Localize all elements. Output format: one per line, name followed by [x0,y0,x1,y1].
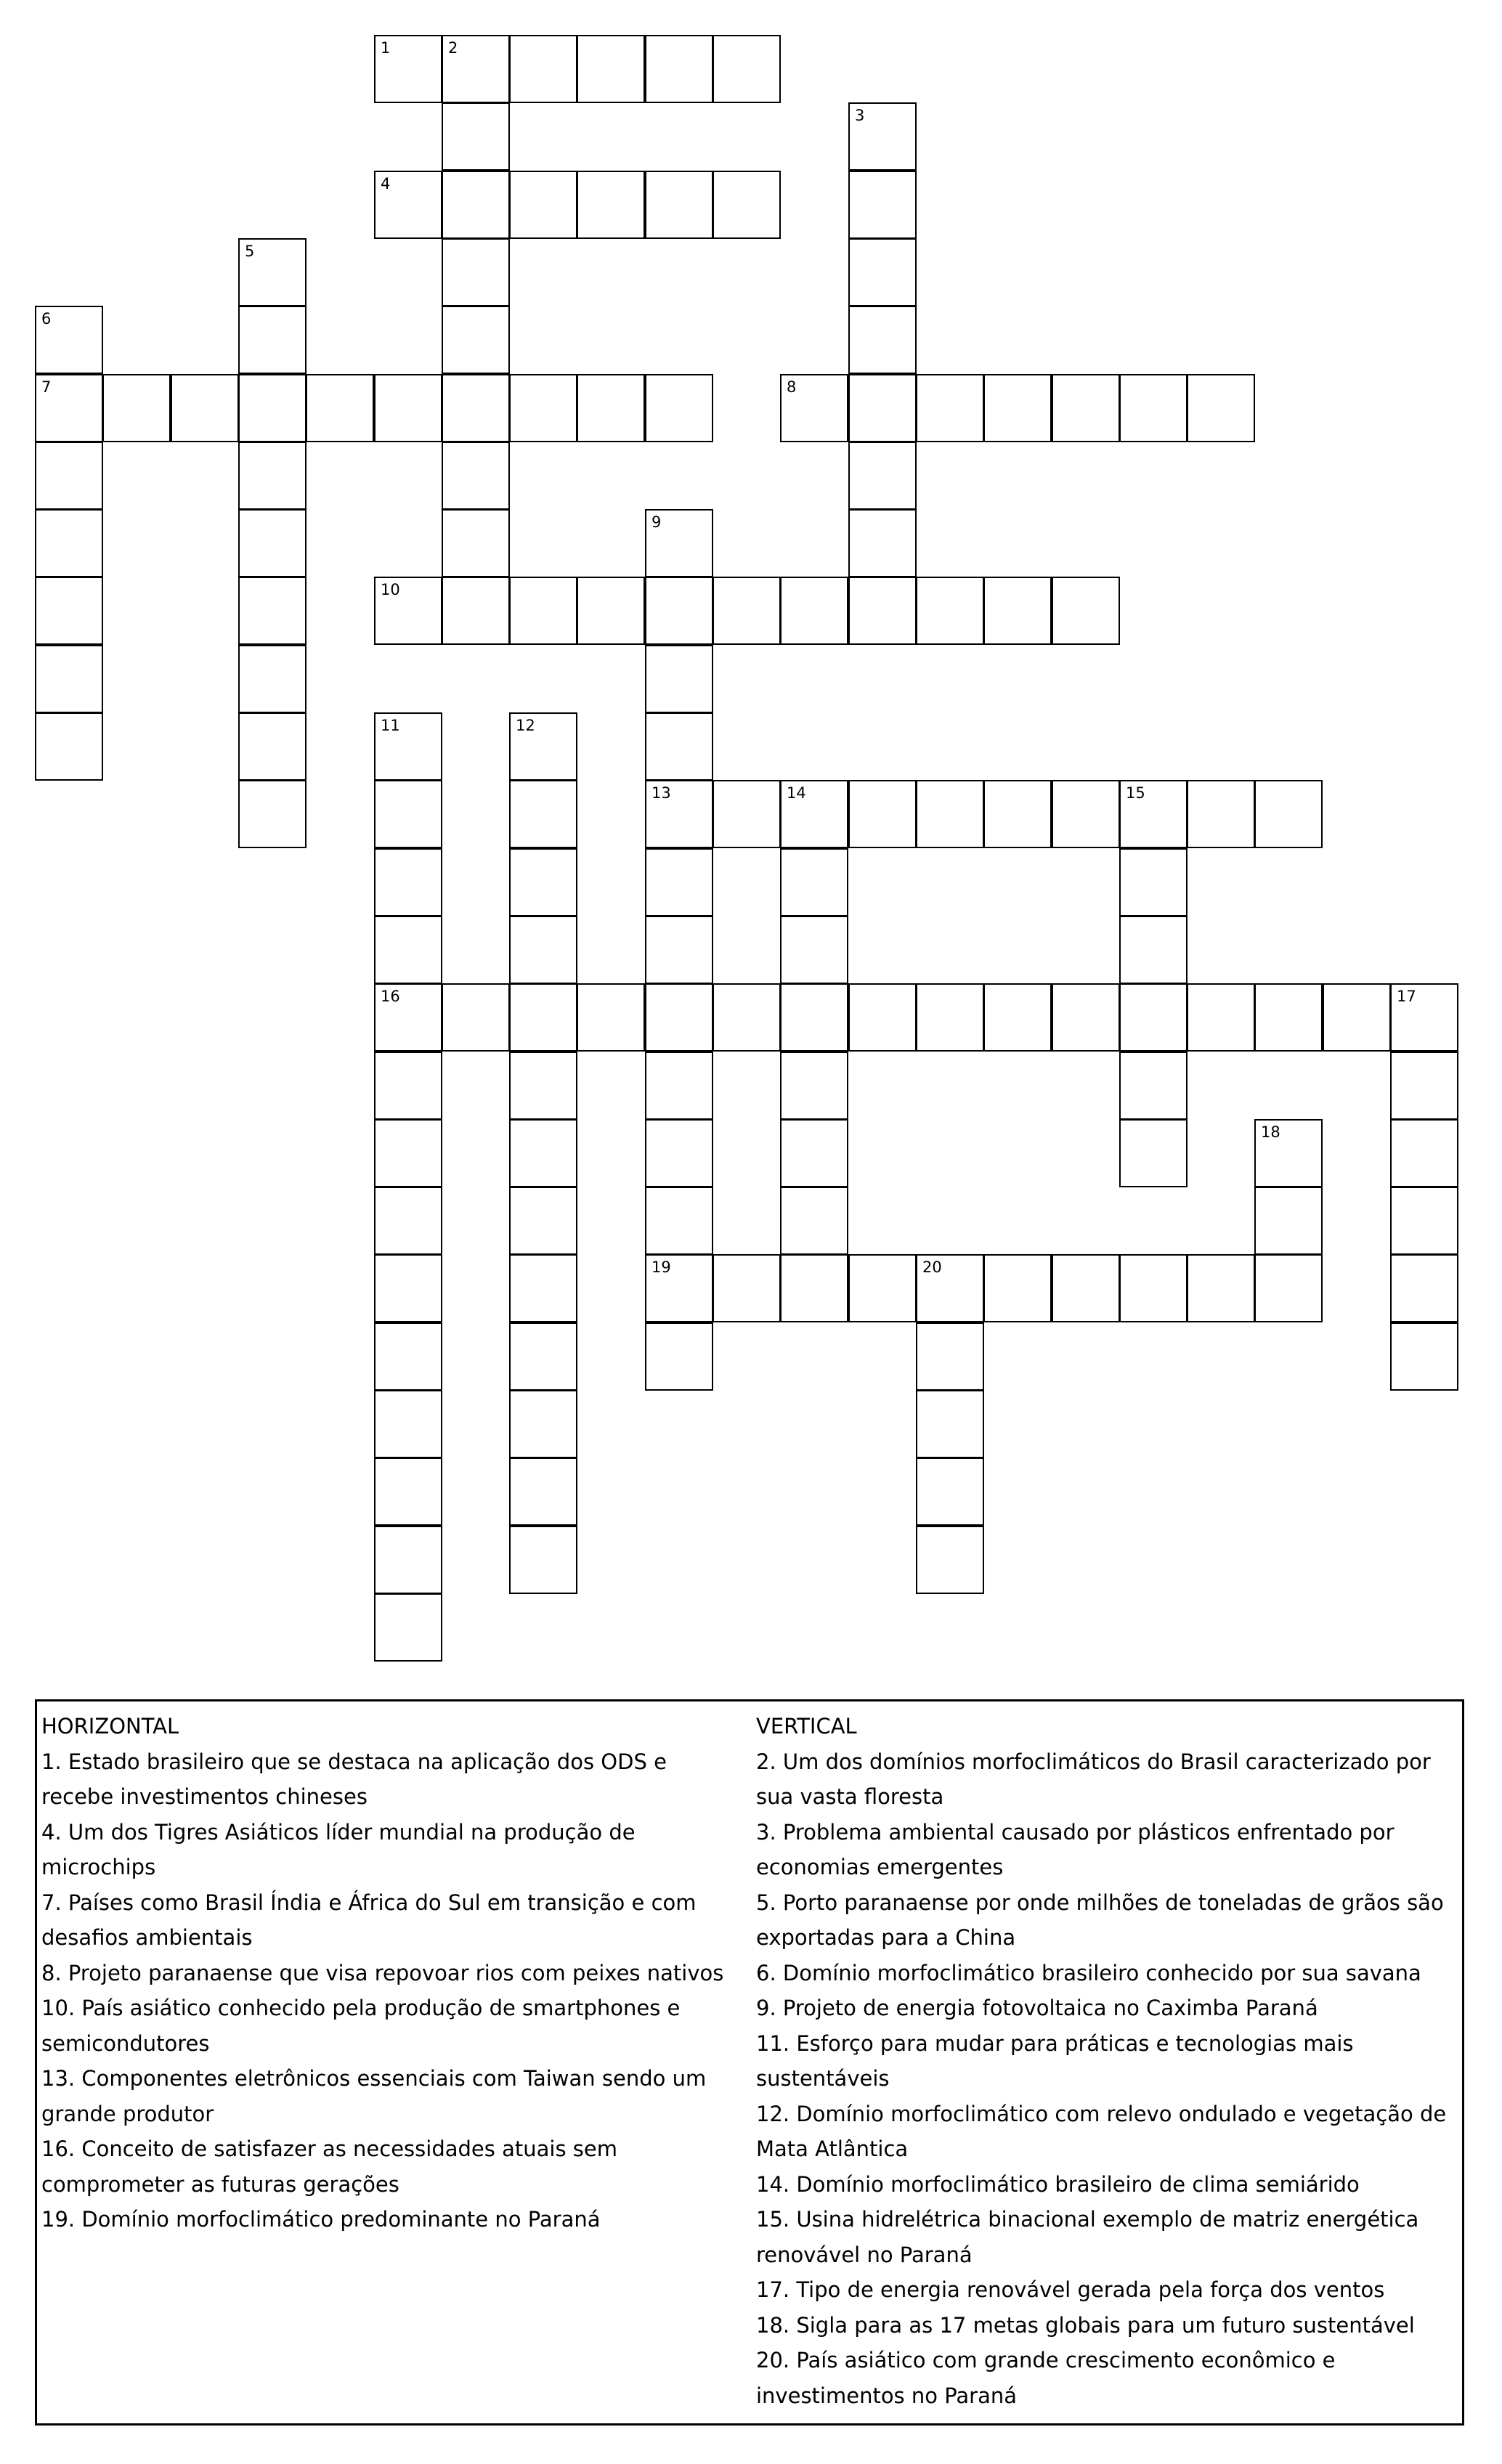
grid-cell[interactable] [442,577,510,645]
grid-cell[interactable] [780,983,848,1052]
grid-cell[interactable] [509,1457,577,1526]
grid-cell[interactable] [1052,983,1120,1052]
down-heading: VERTICAL [756,1714,857,1739]
across-clue-7: 7. Países como Brasil Índia e África do Sul em transição e com desafios ambientais [41,1890,697,1950]
grid-cell[interactable] [848,102,917,171]
grid-cell[interactable] [1187,374,1255,442]
grid-cell[interactable] [374,577,442,645]
clue-number: 9 [651,513,662,531]
grid-cell[interactable] [1187,983,1255,1052]
grid-cell[interactable] [848,983,917,1052]
clue-number: 19 [651,1259,671,1276]
down-clue-12: 12. Domínio morfoclimático com relevo ondulado e vegetação de Mata Atlântica [756,2101,1447,2161]
grid-cell[interactable] [102,374,171,442]
grid-cell[interactable] [509,171,577,239]
grid-cell[interactable] [1119,1052,1188,1120]
grid-cell[interactable] [645,35,713,103]
grid-cell[interactable] [848,238,917,306]
grid-cell[interactable] [1052,780,1120,848]
grid-cell[interactable] [916,1457,984,1526]
down-clue-9: 9. Projeto de energia fotovoltaica no Caximba Paraná [756,1996,1318,2020]
grid-cell[interactable] [577,577,645,645]
grid-cell[interactable] [645,1187,713,1255]
grid-cell[interactable] [1390,983,1458,1052]
grid-cell[interactable] [916,1322,984,1391]
grid-cell[interactable] [1187,1254,1255,1322]
grid-cell[interactable] [645,1322,713,1391]
grid-cell[interactable] [374,374,442,442]
clue-number: 11 [381,717,400,734]
clue-number: 17 [1397,988,1416,1005]
grid-cell[interactable] [1390,1322,1458,1391]
grid-cell[interactable] [645,171,713,239]
down-clue-5: 5. Porto paranaense por onde milhões de toneladas de grãos são exportadas para a China [756,1890,1444,1950]
grid-cell[interactable] [1254,780,1323,848]
grid-cell[interactable] [374,1593,442,1662]
across-clue-4: 4. Um dos Tigres Asiáticos líder mundial na produção de microchips [41,1819,636,1879]
grid-cell[interactable] [509,1322,577,1391]
clue-number: 6 [41,310,52,328]
grid-cell[interactable] [848,306,917,374]
grid-cell[interactable] [238,509,307,577]
grid-cell[interactable] [1052,374,1120,442]
grid-cell[interactable] [1119,780,1188,848]
grid-cell[interactable] [1254,983,1323,1052]
grid-cell[interactable] [1119,983,1188,1052]
grid-cell[interactable] [577,35,645,103]
grid-cell[interactable] [509,712,577,781]
grid-cell[interactable] [1390,1187,1458,1255]
grid-cell[interactable] [848,509,917,577]
grid-cell[interactable] [35,712,103,781]
grid-cell[interactable] [35,577,103,645]
grid-cell[interactable] [848,577,917,645]
grid-cell[interactable] [35,306,103,374]
across-clue-16: 16. Conceito de satisfazer as necessidades atuais sem comprometer as futuras gerações [41,2136,617,2197]
grid-cell[interactable] [509,1119,577,1187]
across-clues [41,1709,739,2237]
grid-cell[interactable] [848,1254,917,1322]
grid-cell[interactable] [374,848,442,916]
grid-cell[interactable] [238,577,307,645]
grid-cell[interactable] [374,916,442,984]
grid-cell[interactable] [645,645,713,713]
grid-cell[interactable] [442,509,510,577]
clue-number: 8 [787,378,797,396]
down-clue-3: 3. Problema ambiental causado por plásticos enfrentado por economias emergentes [756,1819,1395,1879]
grid-cell[interactable] [713,1254,781,1322]
grid-cell[interactable] [374,1052,442,1120]
grid-cell[interactable] [645,577,713,645]
grid-cell[interactable] [983,780,1052,848]
grid-cell[interactable] [238,374,307,442]
grid-cell[interactable] [509,916,577,984]
down-clue-18: 18. Sigla para as 17 metas globais para um futuro sustentável [756,2312,1415,2338]
clue-number: 15 [1126,784,1145,802]
grid-cell[interactable] [374,1457,442,1526]
grid-cell[interactable] [645,509,713,577]
grid-cell[interactable] [713,35,781,103]
grid-cell[interactable] [509,1390,577,1458]
down-clue-6: 6. Domínio morfoclimático brasileiro conhecido por sua savana [756,1960,1421,1985]
grid-cell[interactable] [780,1052,848,1120]
grid-cell[interactable] [1119,1119,1188,1187]
grid-cell[interactable] [916,1254,984,1322]
across-heading: HORIZONTAL [41,1714,179,1739]
grid-cell[interactable] [713,171,781,239]
grid-cell[interactable] [577,983,645,1052]
grid-cell[interactable] [238,442,307,510]
grid-cell[interactable] [916,577,984,645]
grid-cell[interactable] [374,712,442,781]
grid-cell[interactable] [713,780,781,848]
grid-cell[interactable] [780,848,848,916]
grid-cell[interactable] [780,1187,848,1255]
grid-cell[interactable] [35,509,103,577]
grid-cell[interactable] [1323,983,1391,1052]
grid-cell[interactable] [509,35,577,103]
grid-cell[interactable] [645,916,713,984]
grid-cell[interactable] [1390,1052,1458,1120]
down-clue-2: 2. Um dos domínios morfoclimáticos do Brasil caracterizado por sua vasta floresta [756,1749,1431,1809]
grid-cell[interactable] [1254,1119,1323,1187]
down-clue-15: 15. Usina hidrelétrica binacional exemplo de matriz energética renovável no Paraná [756,2207,1419,2267]
grid-cell[interactable] [1119,1254,1188,1322]
grid-cell[interactable] [848,780,917,848]
grid-cell[interactable] [916,780,984,848]
grid-cell[interactable] [35,374,103,442]
grid-cell[interactable] [238,645,307,713]
grid-cell[interactable] [780,374,848,442]
grid-cell[interactable] [1052,1254,1120,1322]
clue-number: 20 [922,1259,942,1276]
across-clue-1: 1. Estado brasileiro que se destaca na aplicação dos ODS e recebe investimentos chineses [41,1749,667,1809]
clue-number: 18 [1261,1123,1280,1141]
grid-cell[interactable] [1119,916,1188,984]
across-clue-10: 10. País asiático conhecido pela produção de smartphones e semicondutores [41,1996,681,2056]
clue-number: 13 [651,784,671,802]
grid-cell[interactable] [171,374,239,442]
grid-cell[interactable] [509,780,577,848]
grid-cell[interactable] [374,1390,442,1458]
clue-number: 10 [381,581,400,598]
clue-number: 4 [381,175,391,192]
grid-cell[interactable] [238,712,307,781]
grid-cell[interactable] [1390,1119,1458,1187]
clue-number: 1 [381,39,391,57]
grid-cell[interactable] [848,374,917,442]
grid-cell[interactable] [509,1526,577,1594]
grid-cell[interactable] [238,306,307,374]
grid-cell[interactable] [374,171,442,239]
grid-cell[interactable] [983,374,1052,442]
grid-cell[interactable] [780,1254,848,1322]
down-clue-14: 14. Domínio morfoclimático brasileiro de clima semiárido [756,2171,1360,2197]
down-clue-11: 11. Esforço para mudar para práticas e tecnologias mais sustentáveis [756,2030,1354,2091]
grid-cell[interactable] [848,442,917,510]
clue-number: 12 [516,717,535,734]
grid-cell[interactable] [374,983,442,1052]
grid-cell[interactable] [916,983,984,1052]
grid-cell[interactable] [374,1322,442,1391]
clue-number: 3 [855,107,865,124]
grid-cell[interactable] [374,1526,442,1594]
grid-cell[interactable] [848,171,917,239]
grid-cell[interactable] [374,1254,442,1322]
grid-cell[interactable] [916,1390,984,1458]
grid-cell[interactable] [916,1526,984,1594]
down-clue-20: 20. País asiático com grande crescimento econômico e investimentos no Paraná [756,2348,1336,2408]
grid-cell[interactable] [509,1254,577,1322]
grid-cell[interactable] [645,1119,713,1187]
grid-cell[interactable] [442,102,510,171]
grid-cell[interactable] [1187,780,1255,848]
grid-cell[interactable] [645,780,713,848]
grid-cell[interactable] [509,374,577,442]
grid-cell[interactable] [442,306,510,374]
grid-cell[interactable] [509,1052,577,1120]
grid-cell[interactable] [374,35,442,103]
grid-cell[interactable] [374,1187,442,1255]
grid-cell[interactable] [442,442,510,510]
grid-cell[interactable] [713,983,781,1052]
grid-cell[interactable] [1119,848,1188,916]
grid-cell[interactable] [577,374,645,442]
grid-cell[interactable] [983,983,1052,1052]
grid-cell[interactable] [509,1187,577,1255]
grid-cell[interactable] [1254,1187,1323,1255]
grid-cell[interactable] [442,374,510,442]
grid-cell[interactable] [238,780,307,848]
grid-cell[interactable] [916,374,984,442]
grid-cell[interactable] [645,712,713,781]
clues-box [35,1699,1464,2426]
grid-cell[interactable] [306,374,374,442]
grid-cell[interactable] [442,983,510,1052]
grid-cell[interactable] [509,577,577,645]
grid-cell[interactable] [509,848,577,916]
grid-cell[interactable] [780,1119,848,1187]
grid-cell[interactable] [238,238,307,306]
grid-cell[interactable] [780,577,848,645]
grid-cell[interactable] [1390,1254,1458,1322]
clue-number: 5 [245,243,255,260]
grid-cell[interactable] [374,780,442,848]
grid-cell[interactable] [780,916,848,984]
clue-number: 14 [787,784,806,802]
grid-cell[interactable] [35,645,103,713]
down-clue-17: 17. Tipo de energia renovável gerada pela força dos ventos [756,2277,1385,2302]
grid-cell[interactable] [645,1254,713,1322]
grid-cell[interactable] [645,983,713,1052]
clue-number: 7 [41,378,52,396]
across-clue-19: 19. Domínio morfoclimático predominante no Paraná [41,2207,601,2232]
grid-cell[interactable] [645,374,713,442]
grid-cell[interactable] [713,577,781,645]
grid-cell[interactable] [374,1119,442,1187]
clue-number: 2 [448,39,458,57]
grid-cell[interactable] [1052,577,1120,645]
grid-cell[interactable] [577,171,645,239]
grid-cell[interactable] [442,35,510,103]
grid-cell[interactable] [1254,1254,1323,1322]
grid-cell[interactable] [509,983,577,1052]
grid-cell[interactable] [442,238,510,306]
clue-number: 16 [381,988,400,1005]
across-clue-13: 13. Componentes eletrônicos essenciais com Taiwan sendo um grande produtor [41,2066,707,2126]
grid-cell[interactable] [645,848,713,916]
grid-cell[interactable] [1119,374,1188,442]
grid-cell[interactable] [35,442,103,510]
across-clue-8: 8. Projeto paranaense que visa repovoar rios com peixes nativos [41,1960,724,1985]
grid-cell[interactable] [780,780,848,848]
down-clues [756,1709,1461,2413]
grid-cell[interactable] [983,1254,1052,1322]
grid-cell[interactable] [983,577,1052,645]
grid-cell[interactable] [442,171,510,239]
grid-cell[interactable] [645,1052,713,1120]
